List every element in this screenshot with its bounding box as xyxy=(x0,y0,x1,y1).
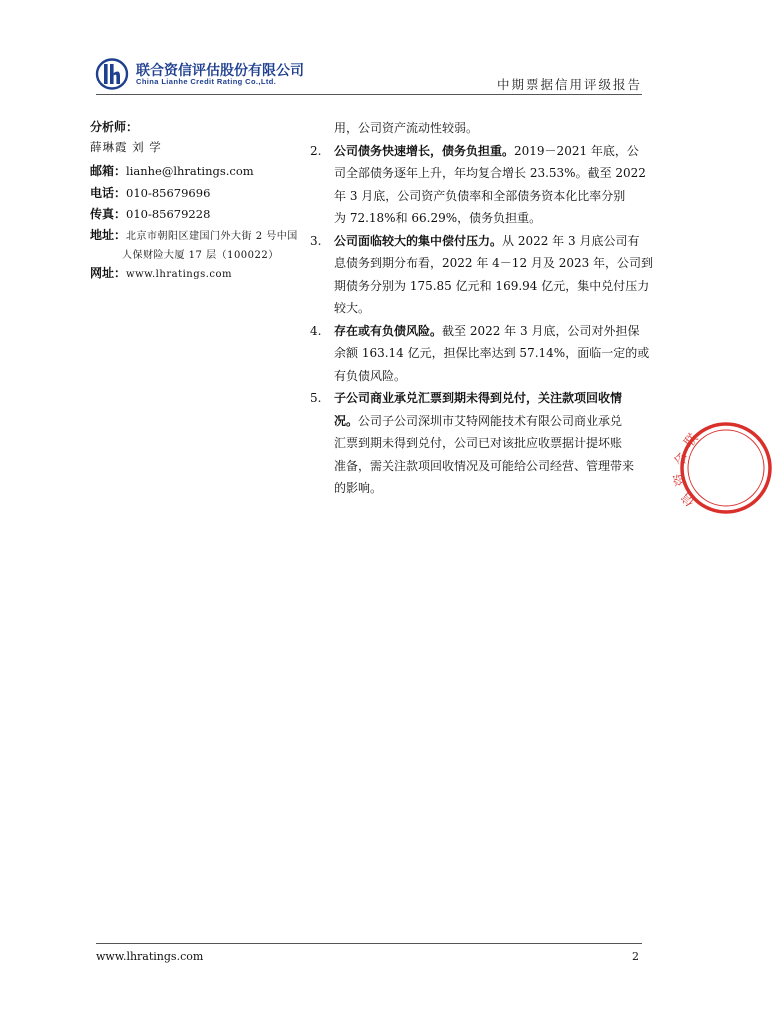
fax-label: 传真： xyxy=(90,207,127,221)
risk-item-text: 有负债风险。 xyxy=(334,368,407,383)
phone-label: 电话： xyxy=(90,186,127,200)
address-label: 地址： xyxy=(90,228,127,242)
risk-item-text: 期债务分别为 175.85 亿元和 169.94 亿元，集中兑付压力 xyxy=(334,278,650,293)
risk-item-title-cont: 况。 xyxy=(334,413,359,428)
risk-item-text: 年 3 月底，公司资产负债率和全部债务资本化比率分别 xyxy=(334,188,626,203)
email-value[interactable]: lianhe@lhratings.com xyxy=(126,164,254,178)
risk-item-text: 从 2022 年 3 月底公司有 xyxy=(502,233,640,248)
risk-item-text: 息债务到期分布看，2022 年 4－12 月及 2023 年，公司到 xyxy=(334,256,654,270)
risk-item-title: 公司面临较大的集中偿付压力。 xyxy=(334,233,503,248)
address-line2: 人保财险大厦 17 层（100022） xyxy=(122,250,279,261)
risk-item-text: 为 72.18%和 66.29%，债务负担重。 xyxy=(334,211,542,225)
risk-item-number: 4. xyxy=(310,323,322,338)
fax-value: 010-85679228 xyxy=(126,207,211,221)
risk-item-text: 2019－2021 年底，公 xyxy=(514,143,639,158)
svg-text:信: 信 xyxy=(678,488,699,509)
address-line1: 北京市朝阳区建国门外大街 2 号中国 xyxy=(126,231,298,242)
email-label: 邮箱： xyxy=(90,164,127,178)
svg-text:资: 资 xyxy=(671,470,690,488)
header-divider xyxy=(96,94,642,95)
page-number: 2 xyxy=(632,950,639,963)
risk-item-title: 公司债务快速增长，债务负担重。 xyxy=(334,143,515,158)
risk-item-title: 存在或有负债风险。 xyxy=(334,323,443,338)
risk-item-number: 2. xyxy=(310,143,322,158)
website-value[interactable]: www.lhratings.com xyxy=(126,269,233,280)
risk-item-first-line xyxy=(334,230,639,253)
risk-item-text: 司全部债务逐年上升，年均复合增长 23.53%。截至 2022 xyxy=(334,166,646,180)
risk-item-text: 汇票到期未得到兑付，公司已对该批应收票据计提坏账 xyxy=(334,436,623,450)
risk-item-text: 截至 2022 年 3 月底，公司对外担保 xyxy=(442,323,640,338)
footer-website[interactable]: www.lhratings.com xyxy=(96,950,204,963)
risk-item-number: 3. xyxy=(310,233,322,248)
risk-item-text: 余额 163.14 亿元，担保比率达到 57.14%，面临一定的或 xyxy=(334,346,650,360)
risk-item-text: 公司子公司深圳市艾特网能技术有限公司商业承兑 xyxy=(358,413,623,428)
risk-item-number: 5. xyxy=(310,391,322,405)
risk-item-second-line xyxy=(334,410,622,433)
footer-divider xyxy=(96,943,642,944)
svg-text:联: 联 xyxy=(681,430,702,451)
risk-item-title: 子公司商业承兑汇票到期未得到兑付，关注款项回收情 xyxy=(334,391,623,405)
risk-item-first-line xyxy=(334,387,622,410)
analyst-names: 薛琳霞 刘 学 xyxy=(90,140,162,154)
continuation-line: 用，公司资产流动性较弱。 xyxy=(334,121,479,135)
phone-value: 010-85679696 xyxy=(126,186,211,200)
company-logo-icon xyxy=(96,58,132,90)
company-seal-icon xyxy=(671,418,776,518)
report-type-title: 中期票据信用评级报告 xyxy=(496,77,642,92)
risk-item-first-line xyxy=(334,140,639,163)
risk-item-first-line xyxy=(334,320,639,343)
risk-item-text: 较大。 xyxy=(334,301,371,315)
website-label: 网址： xyxy=(90,266,127,280)
risk-item-text: 的影响。 xyxy=(334,481,383,495)
analyst-label: 分析师： xyxy=(90,120,139,134)
risk-item-text: 准备，需关注款项回收情况及可能给公司经营、管理带来 xyxy=(334,458,635,473)
company-name-en: China Lianhe Credit Rating Co.,Ltd. xyxy=(136,77,277,86)
svg-text:合: 合 xyxy=(673,451,691,467)
company-name-cn: 联合资信评估股份有限公司 xyxy=(136,63,304,79)
